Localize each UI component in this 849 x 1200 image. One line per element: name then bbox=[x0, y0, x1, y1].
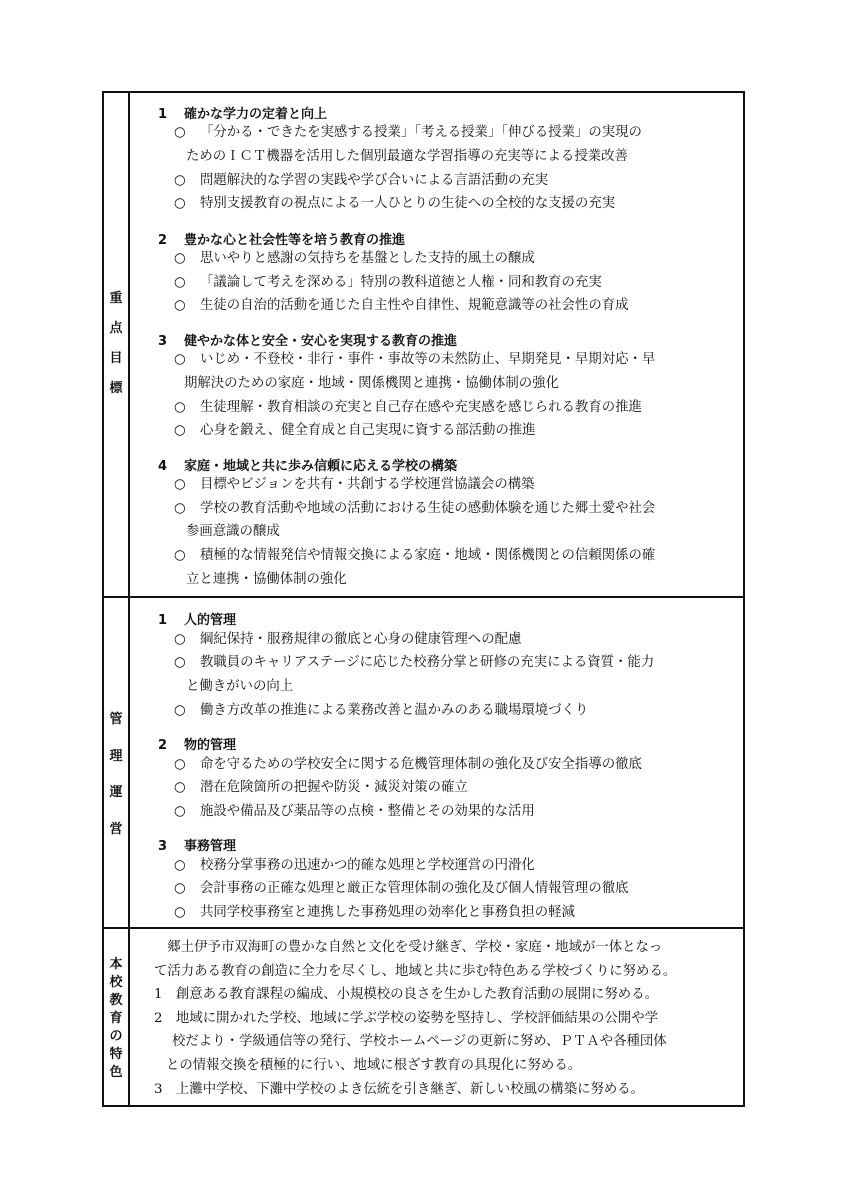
list-item: ○ 綱紀保持・服務規律の徹底と心身の健康管理への配慮 bbox=[174, 632, 522, 647]
list-item: ○ 積極的な情報発信や情報交換による家庭・地域・関係機関との信頼関係の確 bbox=[174, 548, 656, 563]
group-title: 4 家庭・地域と共に歩み信頼に応える学校の構築 bbox=[158, 459, 458, 474]
feature-paragraph: 1 創意ある教育課程の編成、小規模校の良さを生かした教育活動の展開に努める。 bbox=[154, 987, 658, 1002]
group-title: 2 豊かな心と社会性等を培う教育の推進 bbox=[158, 233, 406, 248]
list-item: ○ 思いやりと感謝の気持ちを基盤とした支持的風土の醸成 bbox=[174, 251, 535, 266]
section-content bbox=[130, 93, 743, 596]
section-label: 重 点 目 標 bbox=[104, 93, 130, 596]
list-item: ○ 命を守るための学校安全に関する危機管理体制の強化及び安全指導の徹底 bbox=[174, 757, 642, 772]
list-item: ○ 働き方改革の推進による業務改善と温かみのある職場環境づくり bbox=[174, 703, 589, 718]
feature-paragraph: 2 地域に開かれた学校、地域に学ぶ学校の姿勢を堅持し、学校評価結果の公開や学 bbox=[154, 1011, 658, 1026]
policy-table bbox=[102, 91, 745, 1107]
list-item-cont: 参画意識の醸成 bbox=[186, 524, 280, 539]
list-item: ○ 会計事務の正確な処理と厳正な管理体制の強化及び個人情報管理の徹底 bbox=[174, 881, 629, 896]
feature-paragraph: 校だより・学級通信等の発行、学校ホームページの更新に努め、ＰＴＡや各種団体 bbox=[172, 1034, 667, 1049]
list-item: ○ 生徒の自治的活動を通じた自主性や自律性、規範意識等の社会性の育成 bbox=[174, 298, 629, 313]
list-item: ○ 「議論して考えを深める」特別の教科道徳と人権・同和教育の充実 bbox=[174, 275, 602, 290]
group-title: 1 確かな学力の定着と向上 bbox=[158, 107, 328, 122]
list-item-cont: ためのＩＣＴ機器を活用した個別最適な学習指導の充実等による授業改善 bbox=[186, 149, 628, 164]
list-item: ○ 「分かる・できたを実感する授業」「考える授業」「伸びる授業」の実現の bbox=[174, 125, 642, 140]
list-item: ○ 問題解決的な学習の実践や学び合いによる言語活動の充実 bbox=[174, 173, 549, 188]
list-item-cont: 期解決のための家庭・地域・関係機関と連携・協働体制の強化 bbox=[184, 376, 559, 391]
feature-paragraph: との情報交換を積極的に行い、地域に根ざす教育の具現化に努める。 bbox=[166, 1058, 582, 1073]
feature-paragraph: 郷土伊予市双海町の豊かな自然と文化を受け継ぎ、学校・家庭・地域が一体となっ bbox=[154, 940, 663, 955]
list-item: ○ 教職員のキャリアステージに応じた校務分掌と研修の充実による資質・能力 bbox=[174, 655, 655, 670]
list-item: ○ 施設や備品及び薬品等の点検・整備とその効果的な活用 bbox=[174, 804, 535, 819]
section-label: 管 理 運 営 bbox=[104, 598, 130, 927]
list-item: ○ 心身を鍛え、健全育成と自己実現に資する部活動の推進 bbox=[174, 423, 536, 438]
list-item: ○ 目標やビジョンを共有・共創する学校運営協議会の構築 bbox=[174, 477, 535, 492]
feature-paragraph: 3 上灘中学校、下灘中学校のよき伝統を引き継ぎ、新しい校風の構築に努める。 bbox=[154, 1082, 645, 1097]
list-item: ○ 共同学校事務室と連携した事務処理の効率化と事務負担の軽減 bbox=[174, 905, 575, 920]
group-title: 3 事務管理 bbox=[158, 839, 237, 854]
list-item: ○ 潜在危険箇所の把握や防災・減災対策の確立 bbox=[174, 780, 468, 795]
feature-paragraph: て活力ある教育の創造に全力を尽くし、地域と共に歩む特色ある学校づくりに努める。 bbox=[154, 964, 677, 979]
section-content bbox=[130, 929, 743, 1105]
section-management bbox=[104, 598, 743, 929]
list-item: ○ 生徒理解・教育相談の充実と自己存在感や充実感を感じられる教育の推進 bbox=[174, 400, 642, 415]
section-school-features bbox=[104, 929, 743, 1105]
group-title: 1 人的管理 bbox=[158, 613, 237, 628]
list-item: ○ 特別支援教育の視点による一人ひとりの生徒への全校的な支援の充実 bbox=[174, 196, 616, 211]
section-key-goals bbox=[104, 93, 743, 598]
section-label: 本 校 教 育 の 特 色 bbox=[104, 929, 130, 1105]
list-item: ○ いじめ・不登校・非行・事件・事故等の未然防止、早期発見・早期対応・早 bbox=[174, 352, 656, 367]
list-item-cont: と働きがいの向上 bbox=[186, 679, 294, 694]
list-item-cont: 立と連携・協働体制の強化 bbox=[186, 572, 347, 587]
group-title: 2 物的管理 bbox=[158, 738, 237, 753]
group-title: 3 健やかな体と安全・安心を実現する教育の推進 bbox=[158, 334, 458, 349]
list-item: ○ 校務分掌事務の迅速かつ的確な処理と学校運営の円滑化 bbox=[174, 858, 535, 873]
list-item: ○ 学校の教育活動や地域の活動における生徒の感動体験を通じた郷土愛や社会 bbox=[174, 501, 656, 516]
section-content bbox=[130, 598, 743, 927]
